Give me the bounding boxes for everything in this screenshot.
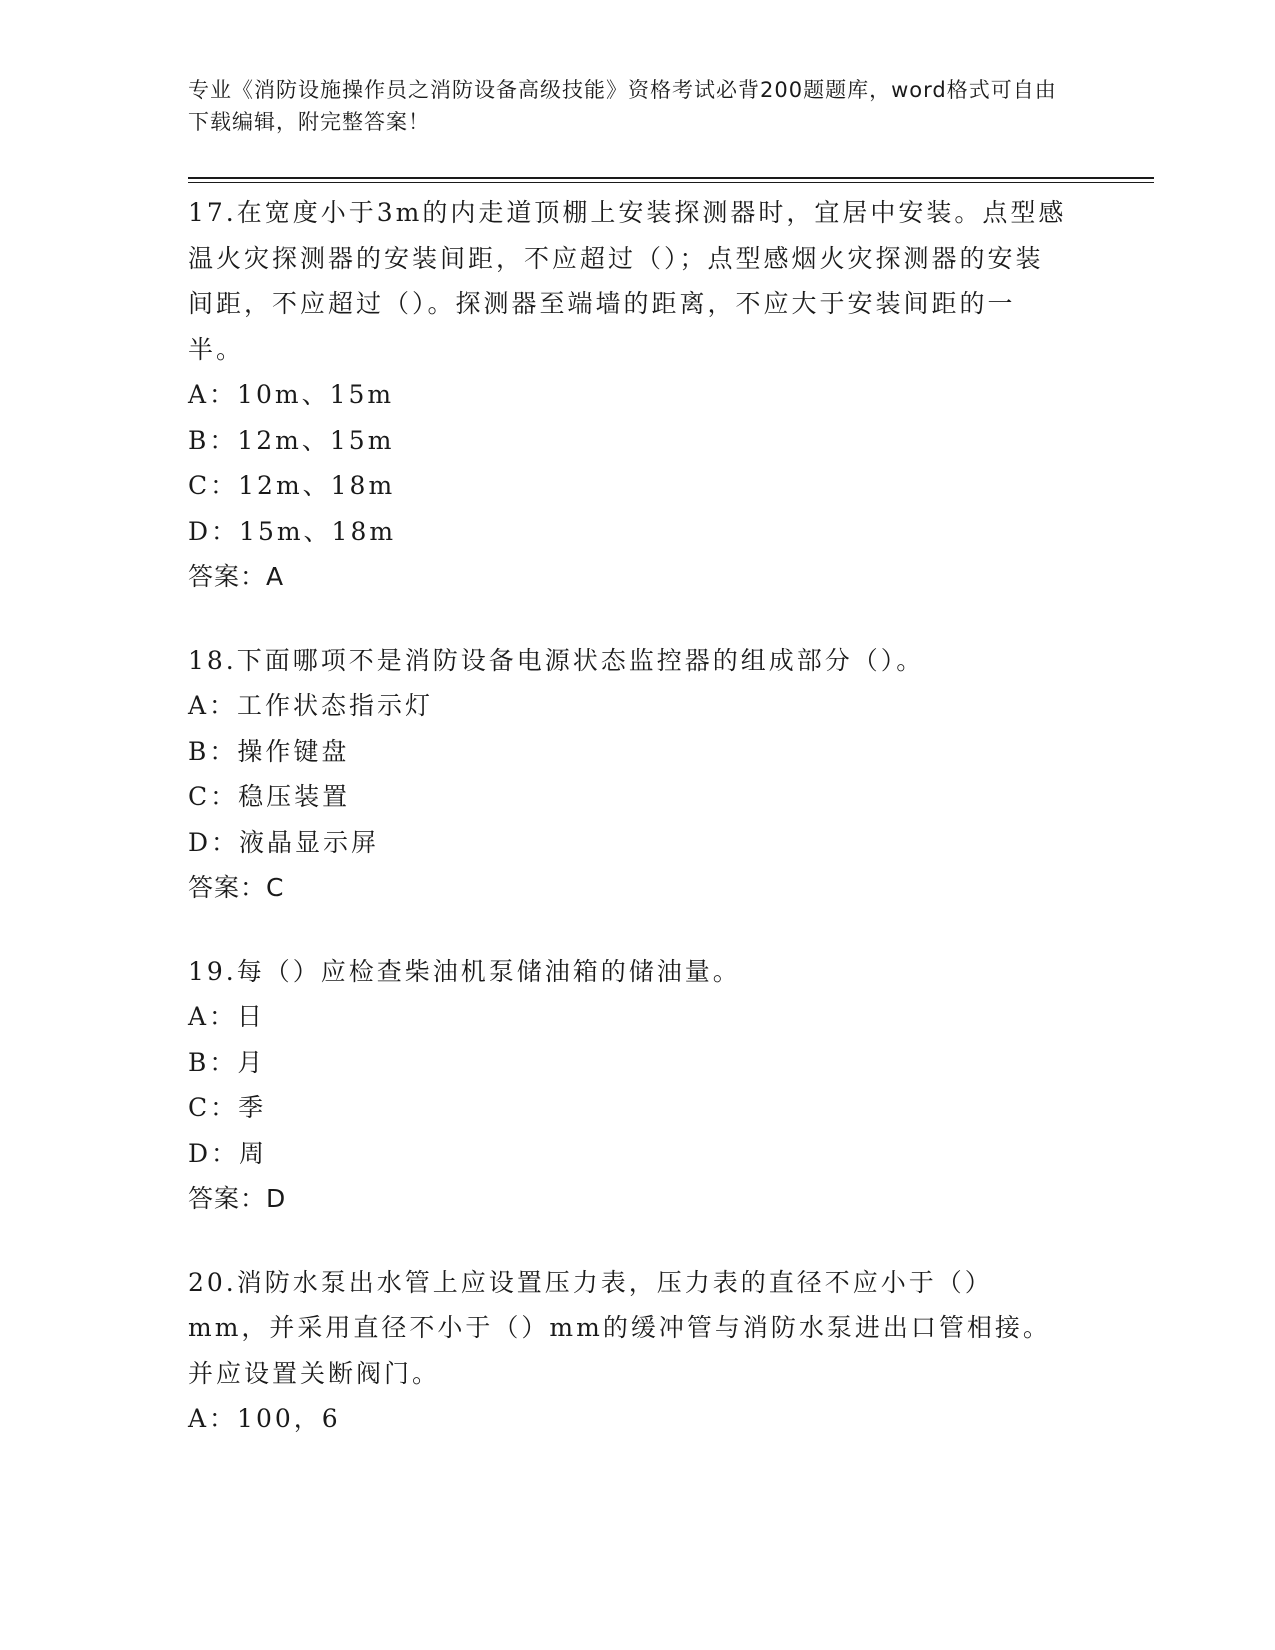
option-a: A：工作状态指示灯 (188, 691, 434, 720)
option-c: C：季 (188, 1093, 267, 1122)
header-divider-thin (188, 182, 1154, 183)
answer: 答案：A (188, 562, 285, 591)
option-b: B：操作键盘 (188, 736, 350, 766)
option-a: A：日 (188, 1002, 266, 1031)
document-header: 专业《消防设施操作员之消防设备高级技能》资格考试必背200题题库，word格式可自由下载编辑，附完整答案！ (188, 78, 1057, 134)
question-stem: 17.在宽度小于3m的内走道顶棚上安装探测器时，宜居中安装。点型感温火灾探测器的安装间距，不应超过（）；点型感烟火灾探测器的安装间距，不应超过（）。探测器至端墙的距离，不应大于安装间距的一半。 (188, 198, 1067, 364)
header-divider-thick (188, 177, 1154, 179)
option-d: D：液晶显示屏 (188, 827, 380, 857)
option-d: D：周 (188, 1138, 268, 1168)
question-list (188, 190, 1068, 1480)
question-18 (188, 638, 1068, 911)
option-b: B：12m、15m (188, 425, 395, 455)
question-stem: 18.下面哪项不是消防设备电源状态监控器的组成部分（）。 (188, 645, 925, 675)
question-stem: 19.每（）应检查柴油机泵储油箱的储油量。 (188, 956, 741, 986)
option-a: A：100，6 (188, 1404, 341, 1433)
option-a: A：10m、15m (188, 380, 395, 409)
answer: 答案：D (188, 1184, 287, 1213)
question-20 (188, 1260, 1068, 1442)
question-19 (188, 949, 1068, 1222)
question-stem: 20.消防水泵出水管上应设置压力表，压力表的直径不应小于（）mm，并采用直径不小于（）mm的缓冲管与消防水泵进出口管相接。并应设置关断阀门。 (188, 1267, 1051, 1388)
option-c: C：12m、18m (188, 471, 396, 500)
question-17 (188, 190, 1068, 600)
option-b: B：月 (188, 1047, 266, 1077)
answer: 答案：C (188, 873, 285, 902)
option-c: C：稳压装置 (188, 782, 351, 811)
option-d: D：15m、18m (188, 516, 397, 546)
